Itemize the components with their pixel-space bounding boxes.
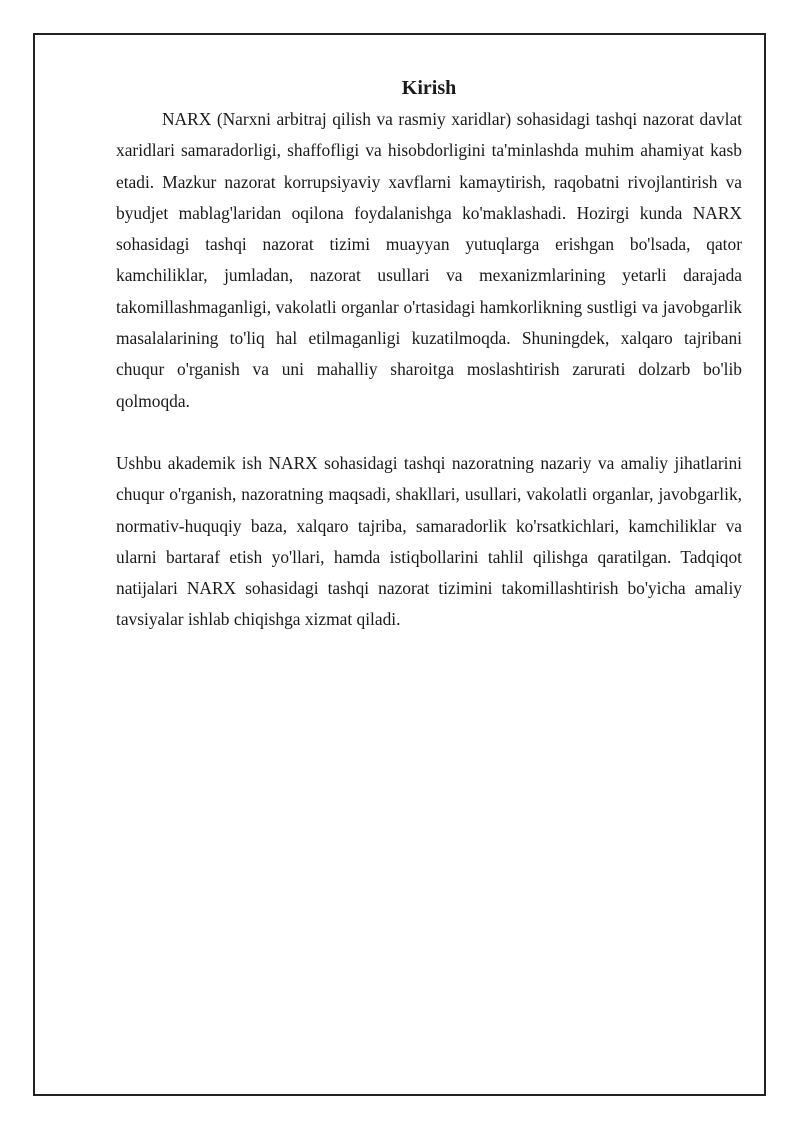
document-body [116, 74, 742, 636]
paragraph-aim: Ushbu akademik ish NARX sohasidagi tashqi nazoratning nazariy va amaliy jihatlarini chuqur o'rganish, nazoratning maqsadi, shakllari, usullari, vakolatli organlar, javobgarlik, normativ-huquqiy baza, xalqaro tajriba, samaradorlik ko'rsatkichlari, kamchiliklar va ularni bartaraf etish yo'llari, hamda istiqbollarini tahlil qilishga qaratilgan. Tadqiqot natijalari NARX sohasidagi tashqi nazorat tizimini takomillashtirish bo'yicha amaliy tavsiyalar ishlab chiqishga xizmat qiladi. [116, 452, 742, 630]
paragraph-spacer [116, 417, 742, 448]
document-title: Kirish [401, 77, 457, 99]
paragraph-intro: NARX (Narxni arbitraj qilish va rasmiy xaridlar) sohasidagi tashqi nazorat davlat xaridlari samaradorligi, shaffofligi va hisobdorligini ta'minlashda muhim ahamiyat kasb etadi. Mazkur nazorat korrupsiyaviy xavflarni kamaytirish, raqobatni rivojlantirish va byudjet mablag'laridan oqilona foydalanishga ko'maklashadi. Hozirgi kunda NARX sohasidagi tashqi nazorat tizimi muayyan yutuqlarga erishgan bo'lsada, qator kamchiliklar, jumladan, nazorat usullari va mexanizmlarining yetarli darajada takomillashmaganligi, vakolatli organlar o'rtasidagi hamkorlikning sustligi va javobgarlik masalalarining to'liq hal etilmaganligi kuzatilmoqda. Shuningdek, xalqaro tajribani chuqur o'rganish va uni mahalliy sharoitga moslashtirish zarurati dolzarb bo'lib qolmoqda. [116, 109, 742, 411]
